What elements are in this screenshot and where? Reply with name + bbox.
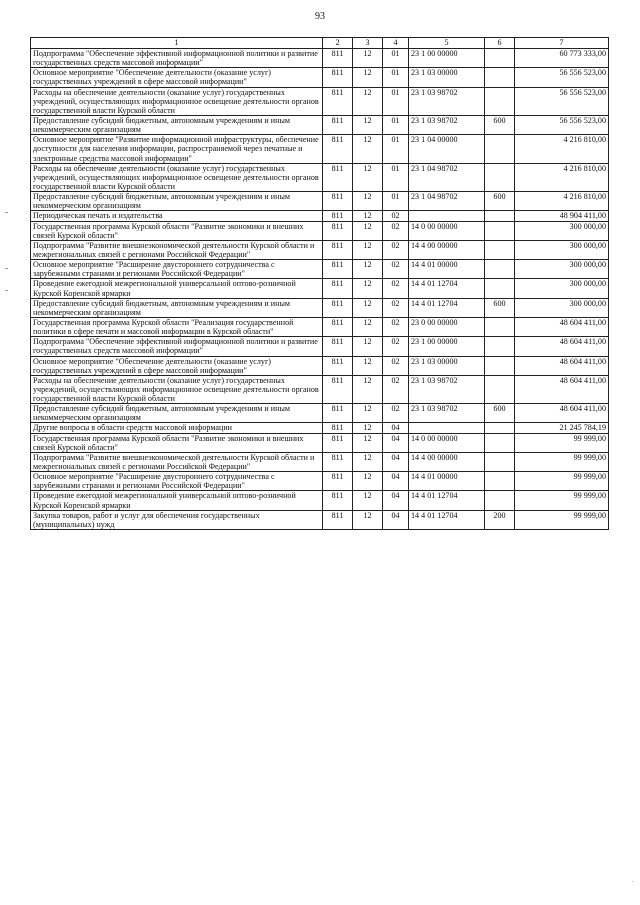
row-code-6 xyxy=(485,317,515,336)
table-row xyxy=(31,240,609,259)
row-code-2: 811 xyxy=(323,510,353,529)
row-code-6: 600 xyxy=(485,192,515,211)
row-code-3: 12 xyxy=(353,135,383,163)
row-amount: 60 773 333,00 xyxy=(515,49,609,68)
row-code-2: 811 xyxy=(323,163,353,191)
row-code-2: 811 xyxy=(323,240,353,259)
row-code-3: 12 xyxy=(353,491,383,510)
row-name: Основное мероприятие "Расширение двустороннего сотрудничества с зарубежными странами и регионами Российской Федерации" xyxy=(31,260,323,279)
row-name: Основное мероприятие "Расширение двустороннего сотрудничества с зарубежными странами и регионами Российской Федерации" xyxy=(31,472,323,491)
column-header-6: 6 xyxy=(485,38,515,49)
row-code-6 xyxy=(485,356,515,375)
row-code-2: 811 xyxy=(323,491,353,510)
row-code-2: 811 xyxy=(323,404,353,423)
row-code-2: 811 xyxy=(323,49,353,68)
row-code-5: 14 4 00 00000 xyxy=(409,452,485,471)
row-name: Расходы на обеспечение деятельности (оказание услуг) государственных учреждений, осуществляющих информационное освещение деятельности органов государственной власти Курской области xyxy=(31,375,323,403)
row-amount: 300 000,00 xyxy=(515,240,609,259)
row-code-2: 811 xyxy=(323,433,353,452)
row-amount: 21 245 784,19 xyxy=(515,423,609,433)
table-row xyxy=(31,87,609,115)
row-code-5: 14 4 01 12704 xyxy=(409,298,485,317)
row-amount: 300 000,00 xyxy=(515,221,609,240)
row-code-5: 14 0 00 00000 xyxy=(409,433,485,452)
row-code-4: 04 xyxy=(383,491,409,510)
row-code-5 xyxy=(409,211,485,221)
row-code-3: 12 xyxy=(353,192,383,211)
table-row xyxy=(31,491,609,510)
table-row xyxy=(31,452,609,471)
row-amount: 48 604 411,00 xyxy=(515,337,609,356)
row-code-2: 811 xyxy=(323,192,353,211)
row-code-3: 12 xyxy=(353,240,383,259)
row-code-3: 12 xyxy=(353,279,383,298)
row-code-2: 811 xyxy=(323,423,353,433)
row-amount: 99 999,00 xyxy=(515,510,609,529)
row-name: Основное мероприятие "Обеспечение деятельности (оказание услуг) государственных учреждений в сфере массовой информации" xyxy=(31,356,323,375)
table-row xyxy=(31,404,609,423)
column-header-2: 2 xyxy=(323,38,353,49)
table-row xyxy=(31,298,609,317)
row-code-4: 01 xyxy=(383,68,409,87)
header-row xyxy=(31,38,609,49)
row-code-3: 12 xyxy=(353,221,383,240)
row-code-2: 811 xyxy=(323,211,353,221)
row-name: Подпрограмма "Развитие внешнеэкономической деятельности Курской области и межрегиональных связей с регионами Российской Федерации" xyxy=(31,240,323,259)
row-code-4: 02 xyxy=(383,317,409,336)
page-number: 93 xyxy=(315,11,325,22)
row-name: Проведение ежегодной межрегиональной универсальной оптово-розничной Курской Коренской ярмарки xyxy=(31,279,323,298)
row-name: Предоставление субсидий бюджетным, автономным учреждениям и иным некоммерческим организациям xyxy=(31,298,323,317)
row-code-5: 14 4 01 12704 xyxy=(409,491,485,510)
row-code-5: 23 1 03 98702 xyxy=(409,375,485,403)
row-code-6 xyxy=(485,163,515,191)
row-code-3: 12 xyxy=(353,404,383,423)
row-code-3: 12 xyxy=(353,115,383,134)
row-code-2: 811 xyxy=(323,260,353,279)
row-amount: 48 604 411,00 xyxy=(515,317,609,336)
column-header-5: 5 xyxy=(409,38,485,49)
row-code-4: 02 xyxy=(383,260,409,279)
row-code-5: 14 4 01 12704 xyxy=(409,279,485,298)
row-code-5: 23 1 03 98702 xyxy=(409,87,485,115)
row-code-5: 14 4 01 00000 xyxy=(409,260,485,279)
row-code-6 xyxy=(485,135,515,163)
row-name: Периодическая печать и издательства xyxy=(31,211,323,221)
table-row xyxy=(31,211,609,221)
column-header-4: 4 xyxy=(383,38,409,49)
row-name: Предоставление субсидий бюджетным, автономным учреждениям и иным некоммерческим организациям xyxy=(31,404,323,423)
row-code-4: 04 xyxy=(383,433,409,452)
row-code-3: 12 xyxy=(353,211,383,221)
row-code-4: 01 xyxy=(383,163,409,191)
row-code-4: 01 xyxy=(383,135,409,163)
row-code-3: 12 xyxy=(353,260,383,279)
row-code-6: 200 xyxy=(485,510,515,529)
row-code-3: 12 xyxy=(353,49,383,68)
row-code-6 xyxy=(485,68,515,87)
row-code-5 xyxy=(409,423,485,433)
row-name: Расходы на обеспечение деятельности (оказание услуг) государственных учреждений, осуществляющих информационное освещение деятельности органов государственной власти Курской области xyxy=(31,163,323,191)
row-code-4: 02 xyxy=(383,404,409,423)
row-amount: 4 216 810,00 xyxy=(515,135,609,163)
row-code-6 xyxy=(485,279,515,298)
row-code-3: 12 xyxy=(353,433,383,452)
table-row xyxy=(31,115,609,134)
row-amount: 48 604 411,00 xyxy=(515,375,609,403)
row-code-6 xyxy=(485,260,515,279)
row-name: Подпрограмма "Обеспечение эффективной информационной политики и развитие государственных средств массовой информации" xyxy=(31,49,323,68)
row-code-6 xyxy=(485,491,515,510)
row-code-2: 811 xyxy=(323,337,353,356)
table-row xyxy=(31,260,609,279)
row-code-4: 01 xyxy=(383,192,409,211)
row-name: Государственная программа Курской области "Развитие экономики и внешних связей Курской области" xyxy=(31,221,323,240)
row-code-2: 811 xyxy=(323,375,353,403)
row-code-2: 811 xyxy=(323,135,353,163)
table-row xyxy=(31,279,609,298)
row-amount: 48 904 411,00 xyxy=(515,211,609,221)
row-code-6 xyxy=(485,49,515,68)
row-amount: 4 216 810,00 xyxy=(515,163,609,191)
row-amount: 56 556 523,00 xyxy=(515,68,609,87)
row-code-3: 12 xyxy=(353,510,383,529)
column-header-7: 7 xyxy=(515,38,609,49)
row-code-2: 811 xyxy=(323,279,353,298)
table-row xyxy=(31,192,609,211)
row-name: Расходы на обеспечение деятельности (оказание услуг) государственных учреждений, осуществляющих информационное освещение деятельности органов государственной власти Курской области xyxy=(31,87,323,115)
row-code-2: 811 xyxy=(323,221,353,240)
row-code-5: 23 1 04 98702 xyxy=(409,163,485,191)
row-code-2: 811 xyxy=(323,68,353,87)
row-code-4: 04 xyxy=(383,472,409,491)
row-code-3: 12 xyxy=(353,163,383,191)
row-code-4: 01 xyxy=(383,49,409,68)
row-code-4: 04 xyxy=(383,423,409,433)
row-code-6 xyxy=(485,221,515,240)
row-name: Государственная программа Курской области "Реализация государственной политики в сфере печати и массовой информации в Курской области" xyxy=(31,317,323,336)
row-name: Проведение ежегодной межрегиональной универсальной оптово-розничной Курской Коренской ярмарки xyxy=(31,491,323,510)
table-row xyxy=(31,163,609,191)
row-code-4: 02 xyxy=(383,298,409,317)
row-code-6 xyxy=(485,337,515,356)
row-code-3: 12 xyxy=(353,423,383,433)
row-code-4: 02 xyxy=(383,211,409,221)
row-code-6 xyxy=(485,452,515,471)
row-amount: 48 604 411,00 xyxy=(515,404,609,423)
edge-mark: · xyxy=(631,878,634,886)
row-code-4: 01 xyxy=(383,87,409,115)
row-code-6 xyxy=(485,375,515,403)
row-code-5: 23 1 03 98702 xyxy=(409,404,485,423)
row-amount: 56 556 523,00 xyxy=(515,115,609,134)
row-code-4: 01 xyxy=(383,115,409,134)
row-amount: 56 556 523,00 xyxy=(515,87,609,115)
column-header-1: 1 xyxy=(31,38,323,49)
margin-mark xyxy=(5,212,8,213)
table-row xyxy=(31,49,609,68)
row-code-6: 600 xyxy=(485,404,515,423)
row-code-4: 02 xyxy=(383,337,409,356)
row-code-5: 23 0 00 00000 xyxy=(409,317,485,336)
row-amount: 99 999,00 xyxy=(515,472,609,491)
row-code-5: 14 4 01 00000 xyxy=(409,472,485,491)
row-amount: 99 999,00 xyxy=(515,433,609,452)
row-code-3: 12 xyxy=(353,87,383,115)
table-row xyxy=(31,510,609,529)
row-code-4: 02 xyxy=(383,375,409,403)
row-name: Подпрограмма "Обеспечение эффективной информационной политики и развитие государственных средств массовой информации" xyxy=(31,337,323,356)
row-code-5: 23 1 04 98702 xyxy=(409,192,485,211)
row-code-4: 04 xyxy=(383,452,409,471)
row-amount: 300 000,00 xyxy=(515,298,609,317)
row-code-3: 12 xyxy=(353,356,383,375)
margin-mark xyxy=(5,268,8,269)
row-code-3: 12 xyxy=(353,337,383,356)
table-row xyxy=(31,433,609,452)
table-row xyxy=(31,221,609,240)
row-name: Закупка товаров, работ и услуг для обеспечения государственных (муниципальных) нужд xyxy=(31,510,323,529)
table-row xyxy=(31,472,609,491)
table-row xyxy=(31,423,609,433)
row-code-3: 12 xyxy=(353,317,383,336)
row-name: Предоставление субсидий бюджетным, автономным учреждениям и иным некоммерческим организациям xyxy=(31,192,323,211)
row-name: Государственная программа Курской области "Развитие экономики и внешних связей Курской области" xyxy=(31,433,323,452)
table-row xyxy=(31,68,609,87)
table-row xyxy=(31,337,609,356)
row-code-3: 12 xyxy=(353,452,383,471)
row-code-3: 12 xyxy=(353,472,383,491)
row-name: Основное мероприятие "Развитие информационной инфраструктуры, обеспечение доступности для населения информации, распространяемой через печатные и электронные средства массовой информации" xyxy=(31,135,323,163)
table-row xyxy=(31,356,609,375)
budget-table xyxy=(30,37,609,530)
row-code-5: 23 1 00 00000 xyxy=(409,337,485,356)
row-code-2: 811 xyxy=(323,472,353,491)
row-code-2: 811 xyxy=(323,356,353,375)
row-code-6: 600 xyxy=(485,298,515,317)
table-row xyxy=(31,317,609,336)
row-code-6 xyxy=(485,240,515,259)
row-amount: 300 000,00 xyxy=(515,260,609,279)
row-code-6: 600 xyxy=(485,115,515,134)
table-row xyxy=(31,375,609,403)
row-code-6 xyxy=(485,433,515,452)
row-code-6 xyxy=(485,472,515,491)
row-code-4: 04 xyxy=(383,510,409,529)
row-code-5: 23 1 04 00000 xyxy=(409,135,485,163)
row-code-2: 811 xyxy=(323,452,353,471)
row-code-5: 23 1 03 98702 xyxy=(409,115,485,134)
row-code-6 xyxy=(485,423,515,433)
row-amount: 4 216 810,00 xyxy=(515,192,609,211)
row-amount: 300 000,00 xyxy=(515,279,609,298)
row-name: Предоставление субсидий бюджетным, автономным учреждениям и иным некоммерческим организациям xyxy=(31,115,323,134)
row-code-6 xyxy=(485,87,515,115)
row-name: Основное мероприятие "Обеспечение деятельности (оказание услуг) государственных учреждений в сфере массовой информации" xyxy=(31,68,323,87)
row-code-6 xyxy=(485,211,515,221)
table-row xyxy=(31,135,609,163)
row-code-5: 14 4 01 12704 xyxy=(409,510,485,529)
row-code-5: 23 1 00 00000 xyxy=(409,49,485,68)
row-code-4: 02 xyxy=(383,356,409,375)
row-code-5: 14 0 00 00000 xyxy=(409,221,485,240)
row-code-5: 23 1 03 00000 xyxy=(409,68,485,87)
row-code-4: 02 xyxy=(383,240,409,259)
row-code-2: 811 xyxy=(323,115,353,134)
row-code-2: 811 xyxy=(323,298,353,317)
row-amount: 48 604 411,00 xyxy=(515,356,609,375)
row-name: Подпрограмма "Развитие внешнеэкономической деятельности Курской области и межрегиональных связей с регионами Российской Федерации" xyxy=(31,452,323,471)
row-code-3: 12 xyxy=(353,68,383,87)
row-code-3: 12 xyxy=(353,375,383,403)
margin-mark xyxy=(5,290,8,291)
row-name: Другие вопросы в области средств массовой информации xyxy=(31,423,323,433)
row-code-2: 811 xyxy=(323,87,353,115)
row-code-5: 23 1 03 00000 xyxy=(409,356,485,375)
row-code-4: 02 xyxy=(383,221,409,240)
row-code-5: 14 4 00 00000 xyxy=(409,240,485,259)
row-amount: 99 999,00 xyxy=(515,491,609,510)
row-code-3: 12 xyxy=(353,298,383,317)
row-code-4: 02 xyxy=(383,279,409,298)
row-amount: 99 999,00 xyxy=(515,452,609,471)
row-code-2: 811 xyxy=(323,317,353,336)
column-header-3: 3 xyxy=(353,38,383,49)
